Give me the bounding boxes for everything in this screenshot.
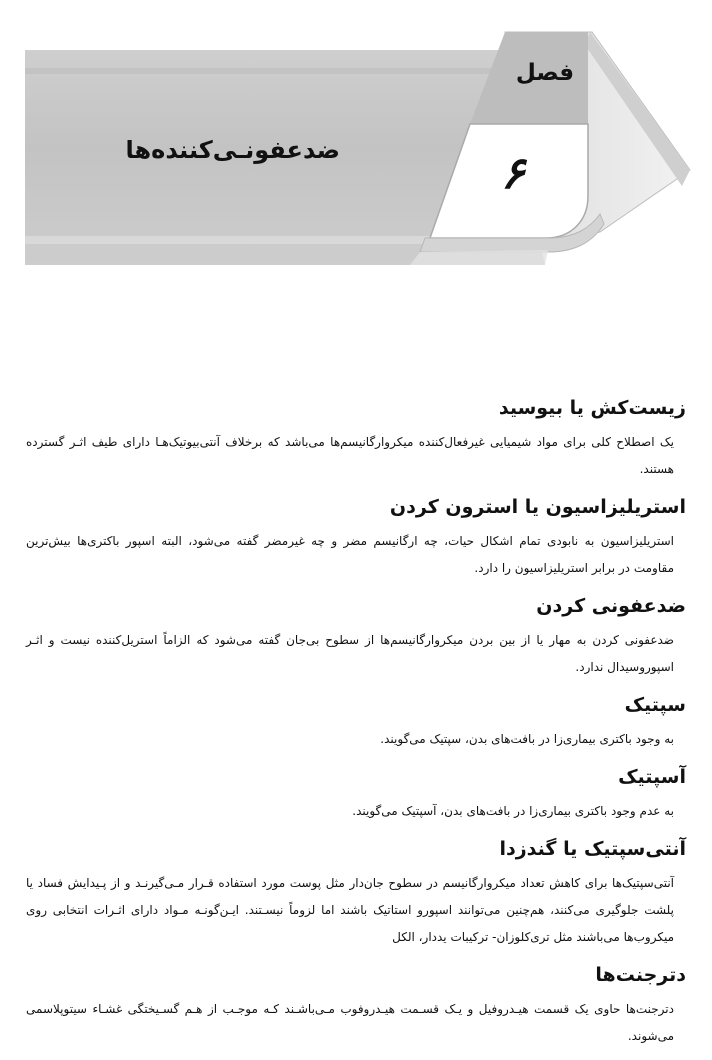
chapter-number: ۶ [501,148,525,199]
section-heading: دترجنت‌ها [595,964,686,986]
section-detergents [26,961,686,1050]
section-text: استریلیزاسیون به نابودی تمام اشکال حیات، چه ارگانیسم مضر و چه غیرمضر گفته می‌شود، البته اسپور باکتری‌ها بیش‌ترین مقاومت در برابر استریلیزاسیون را دارد. [26,534,674,575]
chapter-content [26,394,686,1060]
section-text: آنتی‌سپتیک‌ها برای کاهش تعداد میکروارگانیسم در سطوح جان‌دار مثل پوست مورد استفاده قـرار مـی‌گیرنـد و از پـیدایش فساد یا پلشت جلوگیری می‌کنند، هم‌چنین می‌توانند اسپورو استاتیک باشند اما لزوماً نیسـتند. ایـن‌گونـه مـواد دارای اثـرات انتخابی روی میکروب‌ها می‌باشند مثل تری‌کلوزان- ترکیبات یددار، الکل [26,876,674,944]
section-heading: آنتی‌سپتیک یا گندزدا [499,838,686,860]
section-heading: استریلیزاسیون یا استرون کردن [389,496,686,518]
section-septic [26,691,686,753]
section-sterilization [26,493,686,582]
section-text: به وجود باکتری بیماری‌زا در بافت‌های بدن، سپتیک می‌گویند. [380,732,674,746]
chapter-banner [0,0,712,290]
section-aseptic [26,763,686,825]
section-text: به عدم وجود باکتری بیماری‌زا در بافت‌های بدن، آسپتیک می‌گویند. [352,804,674,818]
section-text: یک اصطلاح کلی برای مواد شیمیایی غیرفعال‌کننده میکروارگانیسم‌ها می‌باشد که برخلاف آنتی‌بیوتیک‌هـا دارای طیف اثـر گسترده هستند. [26,435,674,476]
section-antiseptic [26,835,686,951]
chapter-title: ضدعفونـی‌کننده‌ها [125,136,340,164]
section-biocide [26,394,686,483]
section-heading: زیست‌کش یا بیوسید [498,397,686,419]
section-heading: سپتیک [624,694,686,716]
section-heading: آسپتیک [618,766,686,788]
section-text: دترجنت‌ها حاوی یک قسمت هیـدروفیل و یـک قسـمت هیـدروفوب مـی‌باشـند کـه موجـب از هـم گسـیختگی غشـاء سیتوپلاسمی می‌شوند. [26,1002,674,1043]
section-heading: ضدعفونی کردن [536,595,686,617]
section-disinfection [26,592,686,681]
section-text: ضدعفونی کردن به مهار یا از بین بردن میکروارگانیسم‌ها از سطوح بی‌جان گفته می‌شود که الزاماً استریل‌کننده نیست و اثـر اسپوروسیدال ندارد. [26,633,674,674]
chapter-label: فصل [515,60,575,86]
